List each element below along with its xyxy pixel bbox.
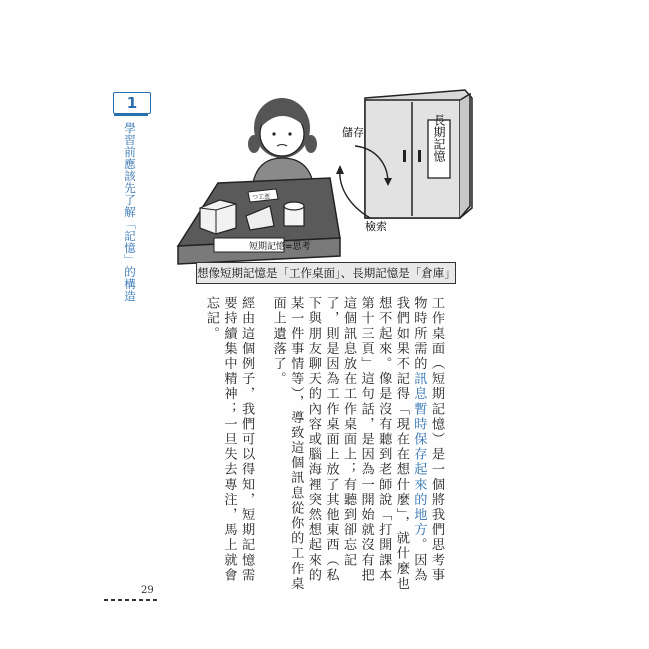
- paper-label: つ工票: [252, 194, 271, 201]
- page-number: 29: [141, 585, 154, 596]
- paragraph-2: 經由這個例子，我們可以得知，短期記憶需要持續集中精神；一旦失去專注，馬上就會忘記。: [203, 296, 255, 583]
- save-label: 儲存: [342, 126, 364, 139]
- cabinet-label: 長期記憶: [432, 114, 446, 162]
- chapter-title: 學習前應該先了解「記憶」的構造: [123, 122, 137, 302]
- body-text: [175, 296, 445, 596]
- chapter-divider: [114, 114, 148, 116]
- memory-illustration: [170, 88, 480, 268]
- illustration-caption: 想像短期記憶是「工作桌面」、長期記憶是「倉庫」: [196, 262, 456, 284]
- desk-label: 短期記憶=思考: [249, 242, 311, 252]
- paragraph-1-highlight: 訊息暫時保存起來的地方: [411, 371, 427, 538]
- paragraph-1: [269, 296, 445, 596]
- chapter-number-badge: 1: [113, 92, 151, 114]
- page-number-rule: [104, 599, 160, 601]
- paragraph-1-rest: 。因為我們如果不記得「現在在想什麼」，就什麼也想不起來。像是沒有聽到老師說「打開課本第十三頁」這句話，是因為一開始就沒有把這個訊息放在工作桌面上；有聽到卻忘記了，則是因為工作桌面上放了其他東西（私下與朋友聊天的內容或腦海裡突然想起來的某一件事情等），導致這個訊息從你的工作桌面上遺落了。: [270, 296, 427, 592]
- girl-icon: [248, 98, 317, 188]
- search-label: 檢索: [365, 220, 387, 233]
- cabinet-icon: [365, 90, 472, 218]
- paragraph-1-lead: 工作桌面（短期記憶）是一個將我們思考事物時所需的: [411, 296, 444, 583]
